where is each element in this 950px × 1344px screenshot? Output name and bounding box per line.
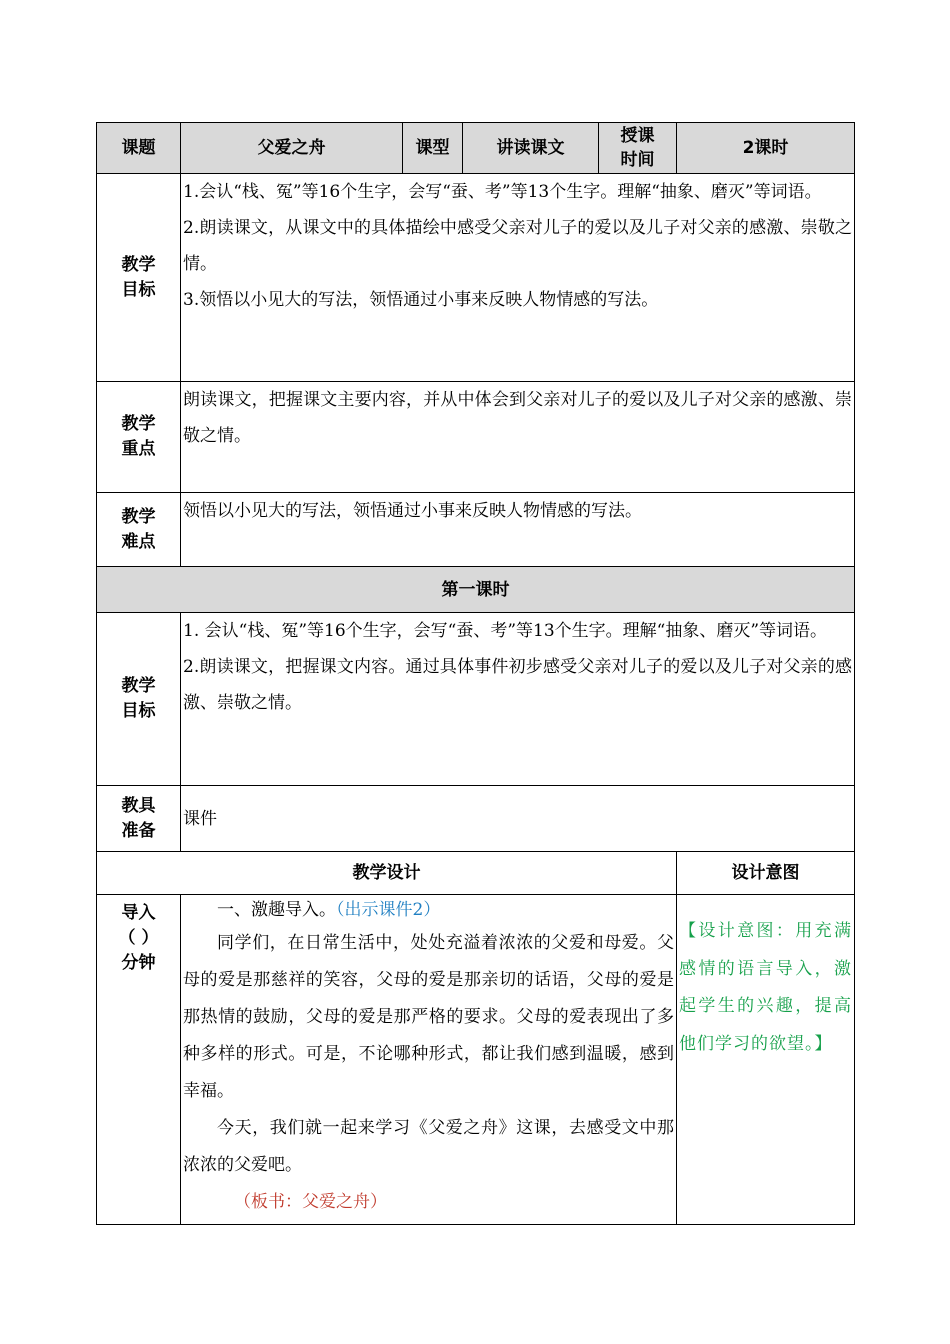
design-heading-note: （出示课件2）	[336, 900, 441, 920]
topic-label: 课题	[97, 123, 181, 174]
lesson-plan-table	[96, 122, 855, 1225]
design-para-1: 同学们，在日常生活中，处处充溢着浓浓的父爱和母爱。父母的爱是那慈祥的笑容，父母的爱是那亲切的话语，父母的爱是那热情的鼓励，父母的爱是那严格的要求。父母的爱表现出了多种多样的形式。可是，不论哪种形式，都让我们感到温暖，感到幸福。	[183, 933, 674, 1101]
lesson1-title: 第一课时	[97, 567, 855, 613]
key-points-content	[181, 382, 855, 493]
stage-label-line1: 导入	[121, 903, 156, 923]
goal-item-3: 3.领悟以小见大的写法，领悟通过小事来反映人物情感的写法。	[183, 290, 659, 310]
lesson1-goal-2: 2.朗读课文，把握课文内容。通过具体事件初步感受父亲对儿子的爱以及儿子对父亲的感激、崇敬之情。	[183, 657, 852, 713]
difficulties-row	[97, 493, 855, 567]
design-heading	[183, 895, 674, 925]
goals-label-line1: 教学	[121, 254, 156, 275]
key-points-label	[97, 382, 181, 493]
lesson1-goal-1: 1. 会认“栈、冤”等16个生字，会写“蚕、考”等13个生字。理解“抽象、磨灭”等词语。	[183, 621, 828, 641]
key-points-row	[97, 382, 855, 493]
design-heading-text: 一、激趣导入。	[217, 900, 336, 920]
difficulties-label-line1: 教学	[121, 506, 156, 527]
stage-label-line3: 分钟	[121, 953, 156, 973]
stage-label	[97, 895, 181, 1225]
lesson-plan	[96, 122, 854, 1225]
goal-item-1: 1.会认“栈、冤”等16个生字，会写“蚕、考”等13个生字。理解“抽象、磨灭”等词语。	[183, 182, 822, 202]
key-points-text: 朗读课文，把握课文主要内容，并从中体会到父亲对儿子的爱以及儿子对父亲的感激、崇敬之情。	[183, 390, 852, 446]
type-label: 课型	[403, 123, 463, 174]
time-label-line1: 授课	[620, 126, 655, 146]
difficulties-label	[97, 493, 181, 567]
key-points-label-line2: 重点	[121, 439, 156, 459]
tools-content: 课件	[181, 786, 855, 852]
goal-item-2: 2.朗读课文，从课文中的具体描绘中感受父亲对儿子的爱以及儿子对父亲的感激、崇敬之情。	[183, 218, 852, 274]
board-note: （板书：父爱之舟）	[234, 1192, 387, 1212]
design-para-2: 今天，我们就一起来学习《父爱之舟》这课，去感受文中那浓浓的父爱吧。	[183, 1118, 674, 1175]
lesson1-title-row	[97, 567, 855, 613]
design-header-row	[97, 852, 855, 895]
design-content-row	[97, 895, 855, 1225]
goals-label-line2: 目标	[121, 279, 156, 300]
stage-label-line2: （ ）	[118, 928, 159, 948]
lesson1-goals-label-line1: 教学	[121, 676, 156, 696]
time-label-line2: 时间	[620, 150, 655, 170]
goals-row	[97, 174, 855, 382]
intent-col-header: 设计意图	[677, 852, 855, 895]
lesson1-goals-content	[181, 613, 855, 786]
goals-label	[97, 174, 181, 382]
type-value: 讲读课文	[463, 123, 599, 174]
lesson1-goals-label	[97, 613, 181, 786]
lesson1-goals-label-line2: 目标	[121, 701, 156, 721]
difficulties-text: 领悟以小见大的写法，领悟通过小事来反映人物情感的写法。	[183, 501, 642, 521]
difficulties-content	[181, 493, 855, 567]
key-points-label-line1: 教学	[121, 414, 156, 434]
difficulties-label-line2: 难点	[121, 531, 156, 552]
design-content	[181, 895, 677, 1225]
time-label	[599, 123, 677, 174]
topic-value: 父爱之舟	[181, 123, 403, 174]
header-row	[97, 123, 855, 174]
tools-label	[97, 786, 181, 852]
tools-label-line2: 准备	[121, 820, 156, 841]
goals-content	[181, 174, 855, 382]
time-value: 2课时	[677, 123, 855, 174]
tools-label-line1: 教具	[121, 795, 156, 816]
design-intent: 【设计意图：用充满感情的语言导入，激起学生的兴趣，提高他们学习的欲望。】	[677, 895, 855, 1225]
design-col-header: 教学设计	[97, 852, 677, 895]
tools-row	[97, 786, 855, 852]
lesson1-goals-row	[97, 613, 855, 786]
